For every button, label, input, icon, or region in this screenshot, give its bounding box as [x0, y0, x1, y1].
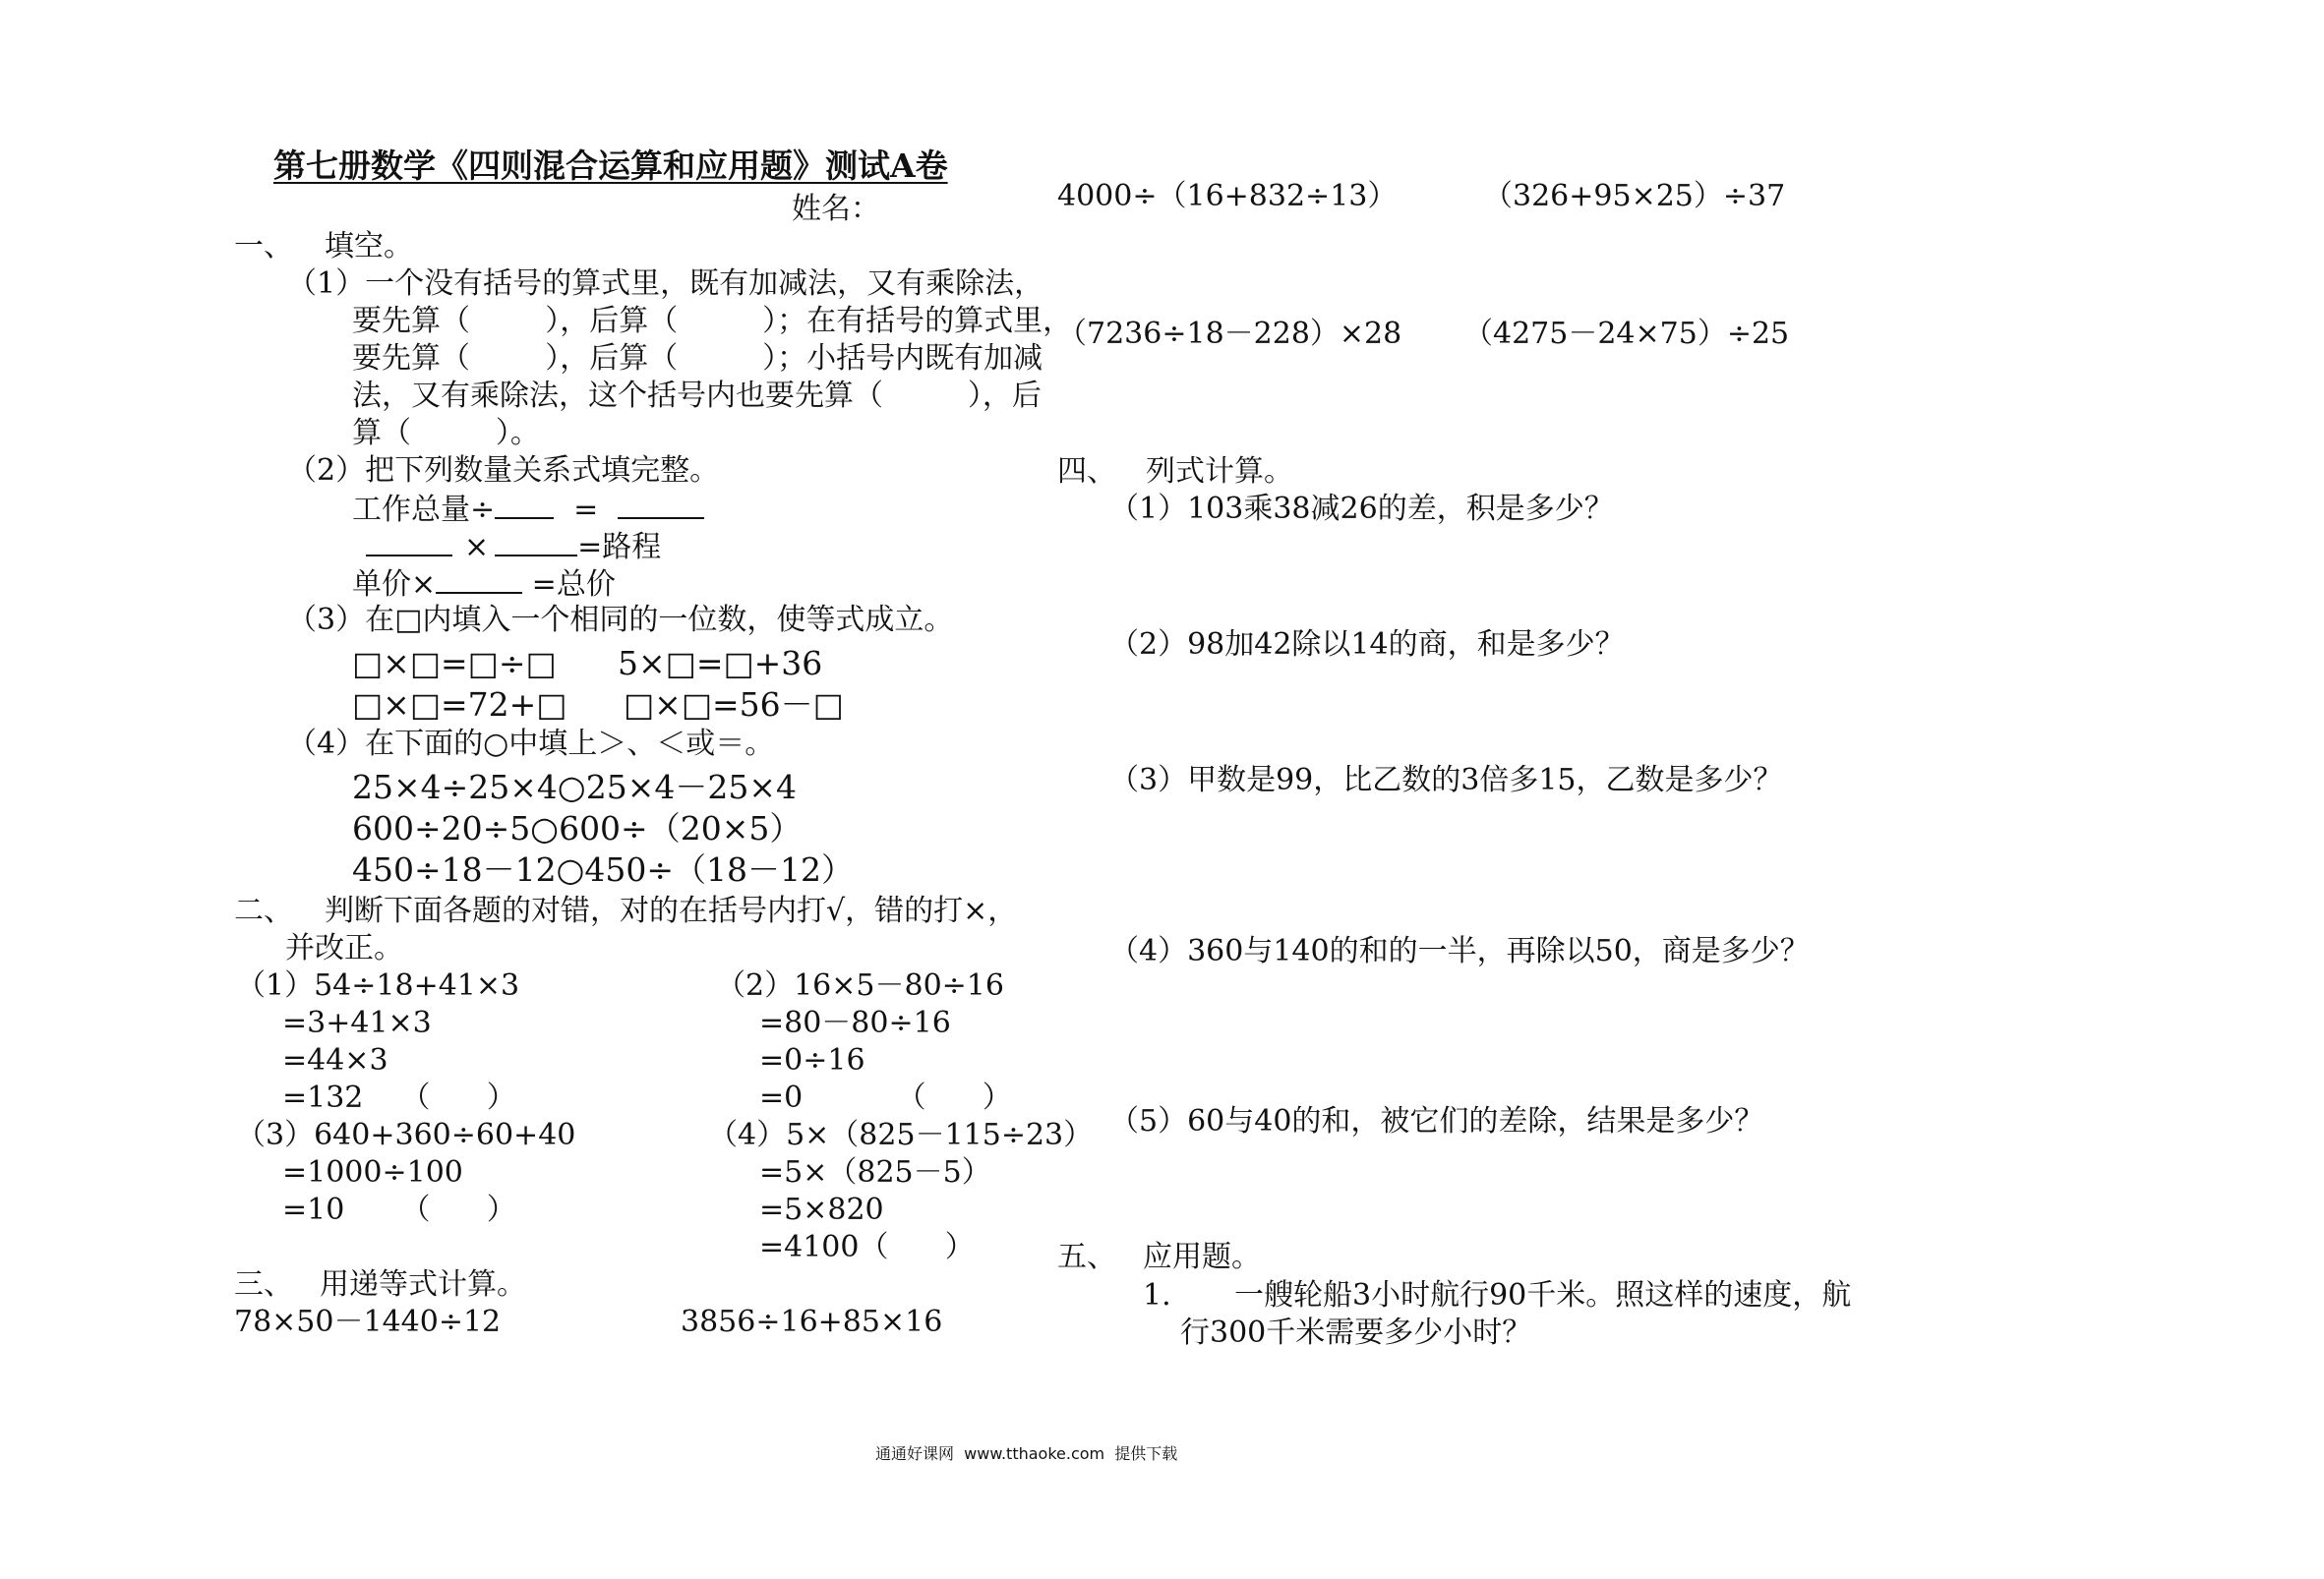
judge-problem-line: =44×3 [282, 1043, 388, 1078]
section1-heading: 填空。 [325, 229, 413, 263]
q3-equation: □×□=56－□ [624, 685, 844, 724]
judge-problem-line: =5×820 [759, 1193, 884, 1227]
word-problem: （5）60与40的和，被它们的差除，结果是多少？ [1109, 1104, 1764, 1139]
q1-line: 要先算（ ），后算（ ）；在有括号的算式里， [352, 304, 1073, 338]
judge-problem-line: =5×（825－5） [759, 1155, 991, 1190]
q1-line: （1）一个没有括号的算式里，既有加减法，又有乘除法， [287, 266, 1044, 301]
name-label: 姓名： [792, 192, 880, 226]
q2-line3 [352, 566, 616, 603]
section2-heading: 判断下面各题的对错，对的在括号内打√，错的打×， [325, 894, 1018, 928]
judge-problem-line: =80－80÷16 [759, 1006, 951, 1040]
q2-label: （2）把下列数量关系式填完整。 [287, 453, 720, 488]
page-title: 第七册数学《四则混合运算和应用题》测试A卷 [273, 146, 948, 185]
q4-comparison: 600÷20÷5○600÷（20×5） [352, 809, 803, 848]
answer-blank [495, 492, 554, 519]
equals-sign: = [573, 493, 599, 527]
section1-number: 一、 [234, 229, 293, 263]
q4-label: （4）在下面的○中填上＞、＜或＝。 [287, 727, 775, 761]
q3-equation: □×□=72+□ [352, 685, 567, 724]
calc-expression: 3856÷16+85×16 [681, 1305, 943, 1339]
q2-line3-text: 单价× [352, 567, 437, 602]
section2-heading-cont: 并改正。 [285, 931, 403, 965]
answer-blank [618, 492, 704, 519]
section3-heading: 用递等式计算。 [320, 1267, 526, 1302]
judge-problem-line: =0 （ ） [759, 1081, 1012, 1115]
calc-expression: （326+95×25）÷37 [1483, 179, 1786, 213]
judge-problem-line: =132 （ ） [282, 1081, 516, 1115]
judge-problem-line: （4）5×（825－115÷23） [708, 1118, 1094, 1152]
q1-line: 法，又有乘除法，这个括号内也要先算（ ），后 [352, 379, 1042, 413]
word-problem: （4）360与140的和的一半，再除以50，商是多少？ [1109, 934, 1810, 968]
judge-problem-line: =3+41×3 [282, 1006, 432, 1040]
q2-line1-text: 工作总量÷ [352, 493, 496, 527]
application-problem-number: 1. [1143, 1278, 1171, 1313]
q1-line: 要先算（ ），后算（ ）；小括号内既有加减 [352, 341, 1043, 376]
section3-number: 三、 [234, 1267, 293, 1302]
calc-expression: 4000÷（16+832÷13） [1057, 179, 1398, 213]
judge-problem-line: （3）640+360÷60+40 [236, 1118, 576, 1152]
answer-blank [366, 529, 452, 556]
judge-problem-line: =10 （ ） [282, 1193, 516, 1227]
times-sign: × [464, 530, 490, 564]
q3-equation: 5×□=□+36 [618, 644, 823, 682]
q2-line1 [352, 492, 704, 528]
calc-expression: 78×50－1440÷12 [234, 1305, 502, 1339]
q2-line2 [366, 529, 661, 565]
section4-heading: 列式计算。 [1146, 454, 1293, 489]
judge-problem-line: =1000÷100 [282, 1155, 463, 1190]
answer-blank [495, 529, 577, 556]
judge-problem-line: =0÷16 [759, 1043, 865, 1078]
q3-equation: □×□=□÷□ [352, 644, 557, 682]
q3-label: （3）在□内填入一个相同的一位数，使等式成立。 [287, 603, 954, 637]
q2-line3-text: =总价 [522, 567, 616, 602]
q4-comparison: 25×4÷25×4○25×4－25×4 [352, 768, 797, 806]
footer-text: 通通好课网 www.tthaoke.com 提供下载 [875, 1444, 1178, 1463]
q4-comparison: 450÷18－12○450÷（18－12） [352, 850, 855, 889]
calc-expression: （7236÷18－228）×28 [1057, 317, 1402, 351]
judge-problem-line: （1）54÷18+41×3 [236, 968, 520, 1003]
judge-problem-line: （2）16×5－80÷16 [716, 968, 1004, 1003]
section2-number: 二、 [234, 894, 293, 928]
judge-problem-line: =4100（ ） [759, 1230, 975, 1264]
q1-line: 算（ ）。 [352, 416, 540, 450]
q2-line2-text: =路程 [577, 530, 662, 564]
calc-expression: （4275－24×75）÷25 [1463, 317, 1790, 351]
word-problem: （2）98加42除以14的商，和是多少？ [1109, 627, 1625, 662]
answer-blank [436, 566, 522, 594]
word-problem: （1）103乘38减26的差，积是多少？ [1109, 492, 1614, 526]
section4-number: 四、 [1057, 454, 1116, 489]
section5-number: 五、 [1057, 1240, 1116, 1274]
application-problem: 行300千米需要多少小时？ [1180, 1316, 1532, 1350]
word-problem: （3）甲数是99，比乙数的3倍多15，乙数是多少？ [1109, 763, 1783, 797]
section5-heading: 应用题。 [1143, 1240, 1261, 1274]
application-problem: 一艘轮船3小时航行90千米。照这样的速度，航 [1234, 1278, 1852, 1313]
